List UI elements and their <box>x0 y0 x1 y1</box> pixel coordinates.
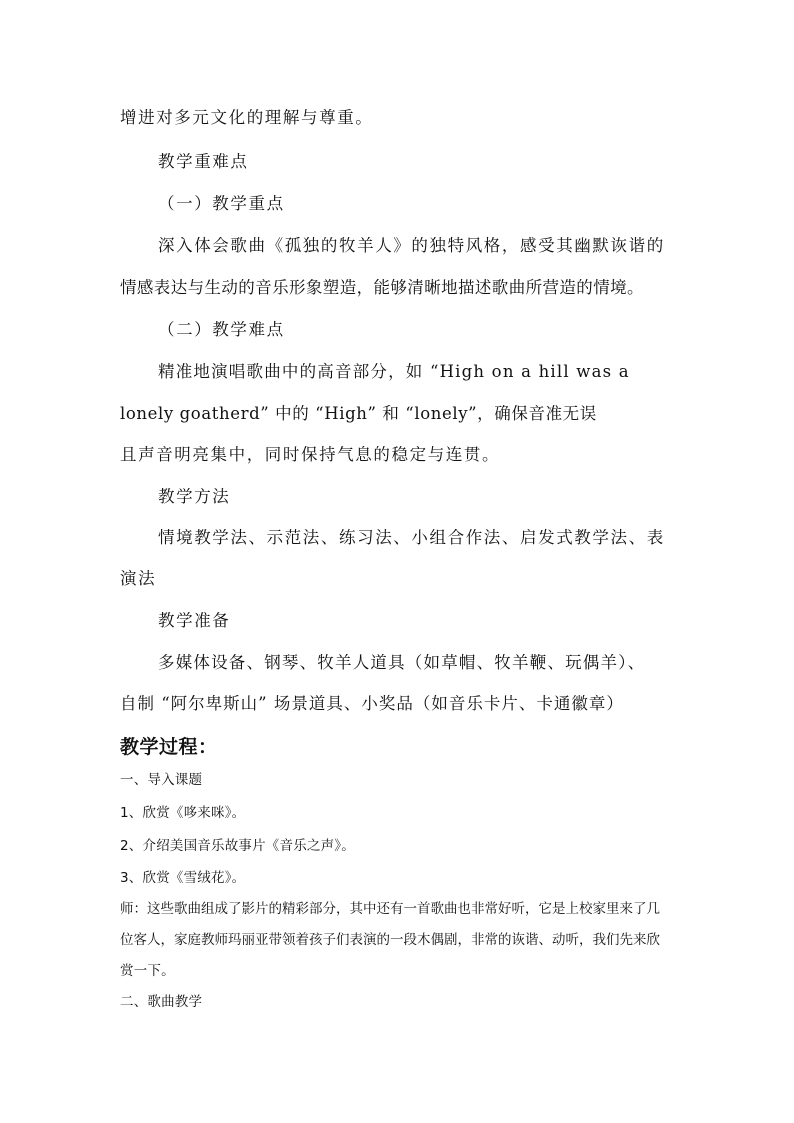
intro-item-3: 3、欣赏《雪绒花》。 <box>120 870 246 886</box>
difficult-points-line-3: 且声音明亮集中，同时保持气息的稳定与连贯。 <box>120 445 501 464</box>
teacher-line-2: 位客人，家庭教师玛丽亚带领着孩子们表演的一段木偶剧，非常的诙谐、动听，我们先来欣 <box>120 932 660 948</box>
intro-item-1: 1、欣赏《哆来咪》。 <box>120 805 246 821</box>
preparation-line-2: 自制 “阿尔卑斯山” 场景道具、小奖品（如音乐卡片、卡通徽章） <box>120 694 624 713</box>
section-heading-method: 教学方法 <box>158 487 231 506</box>
method-line-2: 演法 <box>120 569 157 588</box>
subheading-difficult-points: （二）教学难点 <box>158 320 285 339</box>
key-points-line-1: 深入体会歌曲《孤独的牧羊人》的独特风格，感受其幽默诙谐的 <box>158 236 665 255</box>
song-teaching-section-title: 二、歌曲教学 <box>120 994 203 1010</box>
section-heading-preparation: 教学准备 <box>158 611 231 630</box>
teaching-process-heading: 教学过程： <box>120 736 218 758</box>
difficult-points-line-2: lonely goatherd” 中的 “High” 和 “lonely”，确保音准无误 <box>120 404 597 423</box>
method-line-1: 情境教学法、示范法、练习法、小组合作法、启发式教学法、表 <box>158 528 665 547</box>
teacher-line-3: 赏一下。 <box>120 963 175 979</box>
section-heading-difficulty: 教学重难点 <box>158 152 249 171</box>
preparation-line-1: 多媒体设备、钢琴、牧羊人道具（如草帽、牧羊鞭、玩偶羊）、 <box>158 653 646 672</box>
teacher-line-1: 师：这些歌曲组成了影片的精彩部分，其中还有一首歌曲也非常好听，它是上校家里来了几 <box>120 901 660 917</box>
difficult-points-line-1: 精准地演唱歌曲中的高音部分，如 “High on a hill was a <box>158 362 630 381</box>
intro-section-title: 一、导入课题 <box>120 772 203 788</box>
key-points-line-2: 情感表达与生动的音乐形象塑造，能够清晰地描述歌曲所营造的情境。 <box>120 278 644 297</box>
paragraph-end-line: 增进对多元文化的理解与尊重。 <box>120 108 374 127</box>
subheading-key-points: （一）教学重点 <box>158 194 285 213</box>
intro-item-2: 2、介绍美国音乐故事片《音乐之声》。 <box>120 838 355 854</box>
